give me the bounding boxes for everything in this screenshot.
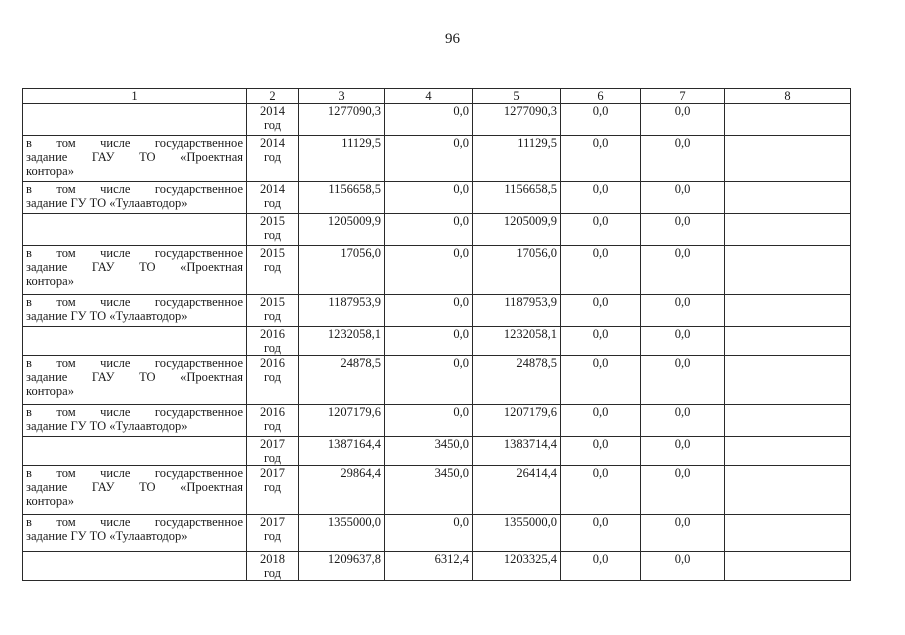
local-budget-cell: 0,0 <box>561 356 641 405</box>
row-description <box>23 552 247 581</box>
description-line: задание ГУ ТО «Тулаавтодор» <box>26 419 188 433</box>
description-line: контора» <box>26 274 74 288</box>
row-description <box>23 182 247 214</box>
notes-cell <box>725 515 851 552</box>
federal-budget-cell: 3450,0 <box>385 437 473 466</box>
row-description <box>23 246 247 295</box>
table-row <box>23 295 851 327</box>
federal-budget-cell: 0,0 <box>385 295 473 327</box>
year-value: 2018 <box>260 552 285 566</box>
local-budget-cell: 0,0 <box>561 466 641 515</box>
row-description <box>23 515 247 552</box>
page-number: 96 <box>445 31 460 47</box>
year-value: 2015 <box>260 246 285 260</box>
table-row <box>23 356 851 405</box>
row-description <box>23 295 247 327</box>
notes-cell <box>725 182 851 214</box>
year-unit: год <box>263 566 282 580</box>
notes-cell <box>725 214 851 246</box>
local-budget-cell: 0,0 <box>561 295 641 327</box>
regional-budget-cell: 24878,5 <box>473 356 561 405</box>
federal-budget-cell: 3450,0 <box>385 466 473 515</box>
other-sources-cell: 0,0 <box>641 214 725 246</box>
total-amount-cell: 1187953,9 <box>299 295 385 327</box>
description-line: в том числе государственное <box>26 182 243 196</box>
total-amount-cell: 17056,0 <box>299 246 385 295</box>
other-sources-cell: 0,0 <box>641 327 725 356</box>
description-line: в том числе государственное <box>26 295 243 309</box>
local-budget-cell: 0,0 <box>561 104 641 136</box>
description-line: в том числе государственное <box>26 466 243 480</box>
year-unit: год <box>263 341 282 355</box>
other-sources-cell: 0,0 <box>641 356 725 405</box>
year-unit: год <box>263 370 282 384</box>
table-row <box>23 246 851 295</box>
notes-cell <box>725 466 851 515</box>
other-sources-cell: 0,0 <box>641 104 725 136</box>
other-sources-cell: 0,0 <box>641 246 725 295</box>
column-header: 3 <box>299 89 385 104</box>
row-description <box>23 136 247 182</box>
description-line: в том числе государственное <box>26 246 243 260</box>
regional-budget-cell: 1203325,4 <box>473 552 561 581</box>
description-line: в том числе государственное <box>26 515 243 529</box>
table-row <box>23 437 851 466</box>
year-unit: год <box>263 419 282 433</box>
table-row <box>23 466 851 515</box>
column-header: 1 <box>23 89 247 104</box>
column-header: 5 <box>473 89 561 104</box>
federal-budget-cell: 0,0 <box>385 327 473 356</box>
description-line: задание ГУ ТО «Тулаавтодор» <box>26 196 188 210</box>
notes-cell <box>725 295 851 327</box>
year-value: 2015 <box>260 214 285 228</box>
year-unit: год <box>263 150 282 164</box>
description-line: задание ГУ ТО «Тулаавтодор» <box>26 309 188 323</box>
regional-budget-cell: 1187953,9 <box>473 295 561 327</box>
regional-budget-cell: 1232058,1 <box>473 327 561 356</box>
row-description <box>23 466 247 515</box>
regional-budget-cell: 17056,0 <box>473 246 561 295</box>
row-year <box>247 356 299 405</box>
local-budget-cell: 0,0 <box>561 136 641 182</box>
description-line: контора» <box>26 384 74 398</box>
description-line: задание ГАУ ТО «Проектная <box>26 150 243 164</box>
description-line: в том числе государственное <box>26 136 243 150</box>
total-amount-cell: 1205009,9 <box>299 214 385 246</box>
table-row <box>23 515 851 552</box>
year-value: 2014 <box>260 104 285 118</box>
row-description <box>23 104 247 136</box>
year-value: 2015 <box>260 295 285 309</box>
year-unit: год <box>263 118 282 132</box>
year-unit: год <box>263 480 282 494</box>
row-year <box>247 466 299 515</box>
year-value: 2017 <box>260 437 285 451</box>
row-year <box>247 515 299 552</box>
federal-budget-cell: 0,0 <box>385 405 473 437</box>
federal-budget-cell: 0,0 <box>385 214 473 246</box>
total-amount-cell: 1232058,1 <box>299 327 385 356</box>
total-amount-cell: 11129,5 <box>299 136 385 182</box>
column-header: 7 <box>641 89 725 104</box>
federal-budget-cell: 0,0 <box>385 182 473 214</box>
table-body <box>23 104 851 581</box>
year-unit: год <box>263 451 282 465</box>
notes-cell <box>725 405 851 437</box>
local-budget-cell: 0,0 <box>561 437 641 466</box>
column-number-row <box>23 89 851 104</box>
regional-budget-cell: 1205009,9 <box>473 214 561 246</box>
row-year <box>247 552 299 581</box>
total-amount-cell: 1387164,4 <box>299 437 385 466</box>
description-line: задание ГУ ТО «Тулаавтодор» <box>26 529 188 543</box>
table-row <box>23 405 851 437</box>
row-year <box>247 437 299 466</box>
federal-budget-cell: 0,0 <box>385 246 473 295</box>
row-year <box>247 136 299 182</box>
total-amount-cell: 29864,4 <box>299 466 385 515</box>
federal-budget-cell: 0,0 <box>385 104 473 136</box>
federal-budget-cell: 6312,4 <box>385 552 473 581</box>
total-amount-cell: 24878,5 <box>299 356 385 405</box>
year-value: 2016 <box>260 405 285 419</box>
column-header: 4 <box>385 89 473 104</box>
year-value: 2016 <box>260 327 285 341</box>
local-budget-cell: 0,0 <box>561 182 641 214</box>
other-sources-cell: 0,0 <box>641 182 725 214</box>
regional-budget-cell: 1277090,3 <box>473 104 561 136</box>
description-line: контора» <box>26 494 74 508</box>
other-sources-cell: 0,0 <box>641 552 725 581</box>
year-unit: год <box>263 529 282 543</box>
description-line: задание ГАУ ТО «Проектная <box>26 260 243 274</box>
regional-budget-cell: 1355000,0 <box>473 515 561 552</box>
year-unit: год <box>263 228 282 242</box>
other-sources-cell: 0,0 <box>641 405 725 437</box>
row-description <box>23 214 247 246</box>
year-value: 2016 <box>260 356 285 370</box>
local-budget-cell: 0,0 <box>561 405 641 437</box>
year-value: 2017 <box>260 515 285 529</box>
row-year <box>247 246 299 295</box>
regional-budget-cell: 26414,4 <box>473 466 561 515</box>
other-sources-cell: 0,0 <box>641 437 725 466</box>
row-year <box>247 405 299 437</box>
row-description <box>23 437 247 466</box>
table-row <box>23 214 851 246</box>
table-row <box>23 104 851 136</box>
table-row <box>23 182 851 214</box>
year-value: 2014 <box>260 182 285 196</box>
notes-cell <box>725 327 851 356</box>
notes-cell <box>725 136 851 182</box>
total-amount-cell: 1355000,0 <box>299 515 385 552</box>
row-year <box>247 295 299 327</box>
notes-cell <box>725 437 851 466</box>
row-year <box>247 214 299 246</box>
local-budget-cell: 0,0 <box>561 515 641 552</box>
table-row <box>23 136 851 182</box>
column-header: 8 <box>725 89 851 104</box>
total-amount-cell: 1277090,3 <box>299 104 385 136</box>
year-value: 2017 <box>260 466 285 480</box>
year-unit: год <box>263 309 282 323</box>
federal-budget-cell: 0,0 <box>385 356 473 405</box>
other-sources-cell: 0,0 <box>641 295 725 327</box>
description-line: задание ГАУ ТО «Проектная <box>26 480 243 494</box>
row-description <box>23 356 247 405</box>
regional-budget-cell: 1207179,6 <box>473 405 561 437</box>
local-budget-cell: 0,0 <box>561 327 641 356</box>
row-description <box>23 405 247 437</box>
regional-budget-cell: 11129,5 <box>473 136 561 182</box>
description-line: в том числе государственное <box>26 356 243 370</box>
row-year <box>247 182 299 214</box>
notes-cell <box>725 104 851 136</box>
row-year <box>247 104 299 136</box>
notes-cell <box>725 356 851 405</box>
notes-cell <box>725 552 851 581</box>
federal-budget-cell: 0,0 <box>385 136 473 182</box>
regional-budget-cell: 1383714,4 <box>473 437 561 466</box>
year-unit: год <box>263 260 282 274</box>
total-amount-cell: 1207179,6 <box>299 405 385 437</box>
federal-budget-cell: 0,0 <box>385 515 473 552</box>
description-line: задание ГАУ ТО «Проектная <box>26 370 243 384</box>
financing-table <box>22 88 851 581</box>
column-header: 2 <box>247 89 299 104</box>
year-unit: год <box>263 196 282 210</box>
total-amount-cell: 1156658,5 <box>299 182 385 214</box>
regional-budget-cell: 1156658,5 <box>473 182 561 214</box>
column-header: 6 <box>561 89 641 104</box>
table-row <box>23 327 851 356</box>
other-sources-cell: 0,0 <box>641 515 725 552</box>
other-sources-cell: 0,0 <box>641 466 725 515</box>
year-value: 2014 <box>260 136 285 150</box>
description-line: контора» <box>26 164 74 178</box>
row-year <box>247 327 299 356</box>
notes-cell <box>725 246 851 295</box>
total-amount-cell: 1209637,8 <box>299 552 385 581</box>
other-sources-cell: 0,0 <box>641 136 725 182</box>
row-description <box>23 327 247 356</box>
description-line: в том числе государственное <box>26 405 243 419</box>
local-budget-cell: 0,0 <box>561 552 641 581</box>
table-row <box>23 552 851 581</box>
local-budget-cell: 0,0 <box>561 214 641 246</box>
local-budget-cell: 0,0 <box>561 246 641 295</box>
